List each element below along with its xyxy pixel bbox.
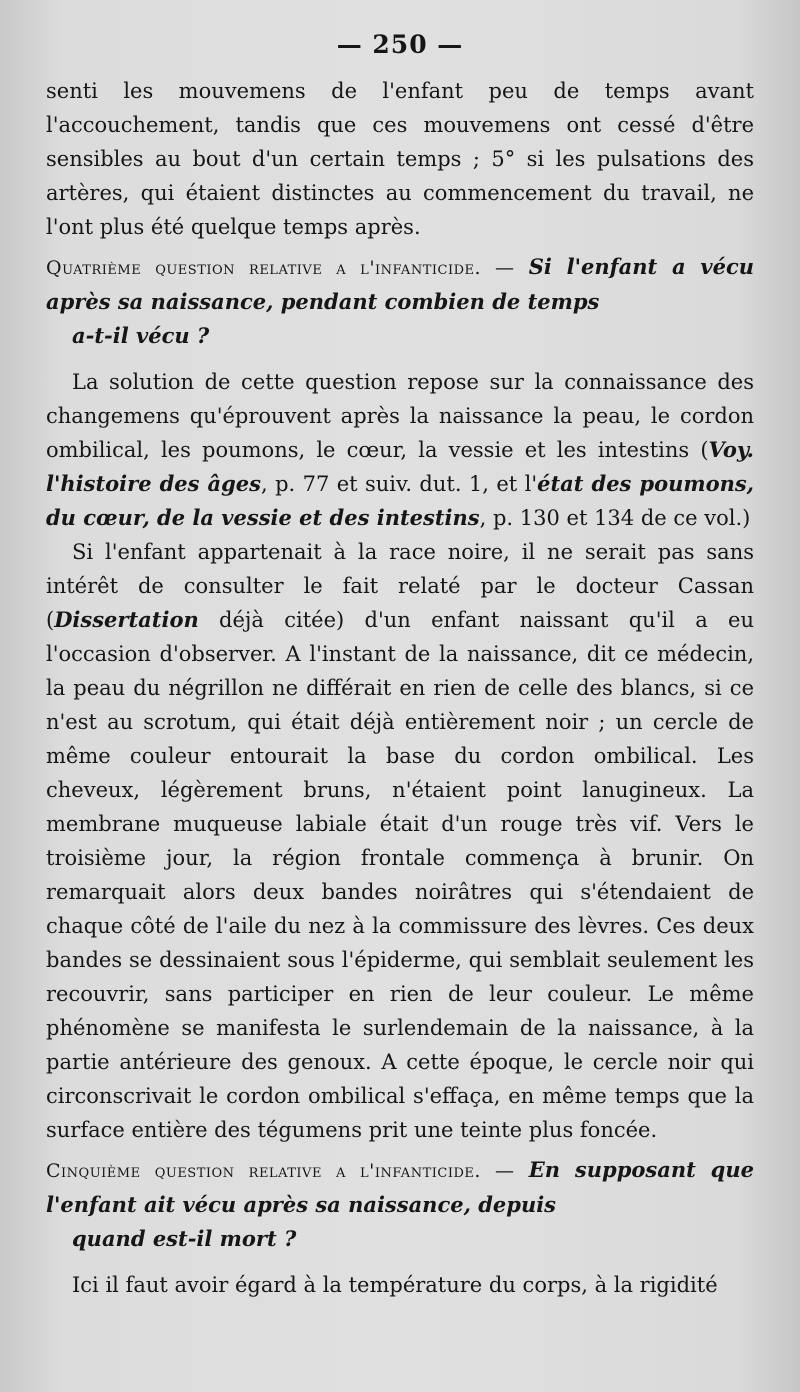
question-text: En supposant que l'enfant ait vécu après sa naissance, depuis [46,1157,754,1217]
reference-text: , p. 130 et 134 de ce vol.) [479,506,751,530]
question-text-continued: a-t-il vécu ? [72,323,210,348]
question-text: Si l'enfant a vécu après sa naissance, pendant combien de temps [46,254,754,314]
paragraph-text: La solution de cette question repose sur la connaissance des changemens qu'éprouvent après la naissance la peau, le cordon ombilical, les poumons, le cœur, la vessie et les intestins ( [46,370,754,462]
paragraph-final: Ici il faut avoir égard à la température du corps, à la rigidité [72,1273,718,1297]
citation-italic: Dissertation [54,607,199,632]
paragraph-continuation: senti les mouvemens de l'enfant peu de temps avant l'accouchement, tandis que ces mouvemens ont cessé d'être sensibles au bout d'un certain temps ; 5° si les pulsations des artères, qui étaient distinctes au commencement du travail, ne l'ont plus été quelque temps après. [46,79,754,239]
question-heading-5 [46,1153,754,1222]
paragraph-observation [46,535,754,1147]
question-label: Quatrième question relative a l'infanticide. — [46,257,515,279]
paragraph-solution [46,365,754,535]
question-text-continued: quand est-il mort ? [72,1226,297,1251]
question-label: Cinquième question relative a l'infanticide. — [46,1160,515,1182]
question-heading-4 [46,250,754,319]
paragraph-text: Si l'enfant appartenait à la race noire, il ne serait pas sans intérêt de consulter le fait relaté par le docteur Cassan ( [46,540,754,632]
reference-italic: état des poumons, du cœur, de la vessie et des intestins [46,471,754,530]
page-number: — 250 — [336,30,464,59]
paragraph-text: déjà citée) d'un enfant naissant qu'il a eu l'occasion d'observer. A l'instant de la naissance, dit ce médecin, la peau du négrillon ne différait en rien de celle des blancs, si ce n'est au scrotum, qui était déjà entièrement noir ; un cercle de même couleur entourait la base du cordon ombilical. Les cheveux, légèrement bruns, n'étaient point lanugineux. La membrane muqueuse labiale était d'un rouge très vif. Vers le troisième jour, la région frontale commença à brunir. On remarquait alors deux bandes noirâtres qui s'étendaient de chaque côté de l'aile du nez à la commissure des lèvres. Ces deux bandes se dessinaient sous l'épiderme, qui semblait seulement les recouvrir, sans participer en rien de leur couleur. Le même phénomène se manifesta le surlendemain de la naissance, à la partie antérieure des genoux. A cette époque, le cercle noir qui circonscrivait le cordon ombilical s'effaça, en même temps que la surface entière des tégumens prit une teinte plus foncée. [46,608,754,1142]
reference-italic: Voy. l'histoire des âges [46,437,754,496]
reference-text: , p. 77 et suiv. dut. 1, et l' [261,472,538,496]
